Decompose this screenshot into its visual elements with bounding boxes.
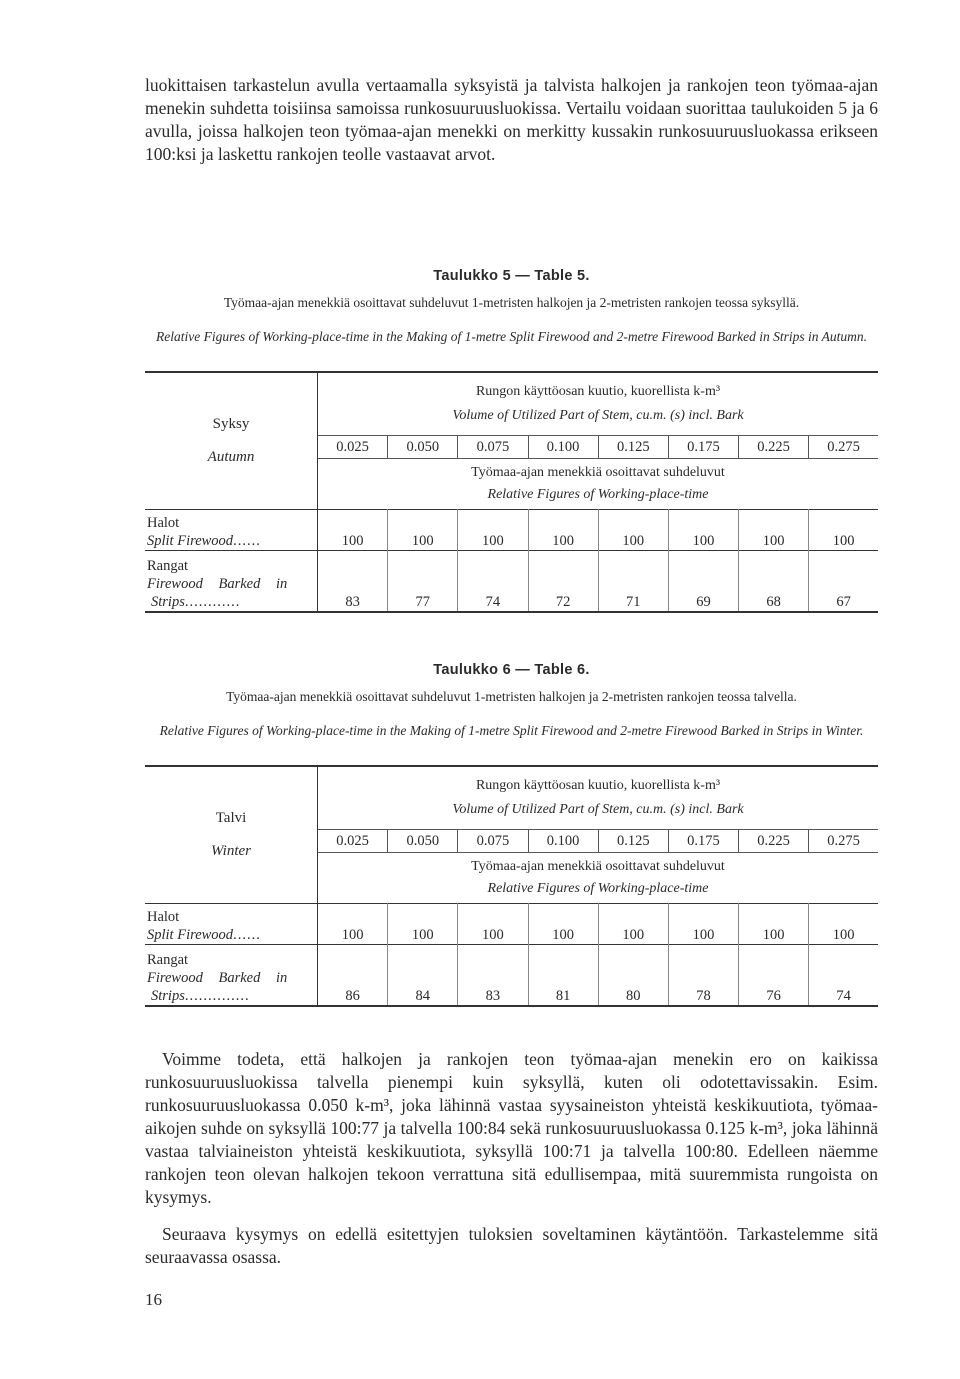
size-cell: 0.275 xyxy=(809,436,878,459)
value-cell: 100 xyxy=(668,904,738,945)
table5-row-firewood-barked xyxy=(145,551,878,613)
table5-season-header xyxy=(145,372,318,510)
value-cell: 83 xyxy=(318,551,388,613)
row-label xyxy=(145,551,318,613)
value-cell: 69 xyxy=(668,551,738,613)
value-cell: 76 xyxy=(739,945,809,1007)
table5-title: Taulukko 5 — Table 5. xyxy=(433,268,590,284)
table6 xyxy=(145,765,878,1007)
row-label-en: Strips xyxy=(151,594,185,610)
value-cell: 100 xyxy=(598,510,668,551)
size-cell: 0.175 xyxy=(668,436,738,459)
value-cell: 100 xyxy=(318,510,388,551)
size-cell: 0.025 xyxy=(318,436,388,459)
table5-head-fi: Rungon käyttöosan kuutio, kuorellista k-m³ xyxy=(475,384,721,399)
size-cell: 0.225 xyxy=(739,436,809,459)
table5-season-fi: Syksy xyxy=(212,416,250,432)
size-cell: 0.075 xyxy=(458,830,528,853)
value-cell: 100 xyxy=(739,904,809,945)
value-cell: 100 xyxy=(668,510,738,551)
leader-dots: ............ xyxy=(184,594,241,610)
table5-caption-en: Relative Figures of Working-place-time in the Making of 1-metre Split Firewood and 2-metre Firewood Barked in Strips in Autumn. xyxy=(155,329,867,344)
table6-row-split-firewood xyxy=(145,904,878,945)
table6-head-en: Volume of Utilized Part of Stem, cu.m. (s) incl. Bark xyxy=(452,802,744,817)
value-cell: 100 xyxy=(809,510,878,551)
value-cell: 100 xyxy=(388,904,458,945)
table5-sub-en: Relative Figures of Working-place-time xyxy=(487,487,709,502)
row-label xyxy=(145,510,318,551)
row-label xyxy=(145,904,318,945)
intro-paragraph: luokittaisen tarkastelun avulla vertaamalla syksyistä ja talvista halkojen ja rankojen teon työmaa-ajan menekin suhdetta toisiinsa samoissa runkosuuruusluokissa. Vertailu voidaan suorittaa taulukoiden 5 ja 6 avulla, joissa halkojen teon työmaa-ajan menekki on merkitty kussakin runkosuuruusluokassa erikseen 100:ksi ja laskettu rankojen teolle vastaavat arvot. xyxy=(145,75,878,164)
row-label-fi: Rangat xyxy=(147,558,189,574)
value-cell: 74 xyxy=(458,551,528,613)
table5-head-en: Volume of Utilized Part of Stem, cu.m. (s) incl. Bark xyxy=(452,408,744,423)
page-number: 16 xyxy=(145,1290,162,1309)
value-cell: 100 xyxy=(809,904,878,945)
table6-title: Taulukko 6 — Table 6. xyxy=(433,662,590,678)
value-cell: 83 xyxy=(458,945,528,1007)
next-paragraph: Seuraava kysymys on edellä esitettyjen tuloksien soveltaminen käytäntöön. Tarkastelemme sitä seuraavassa osassa. xyxy=(145,1224,878,1267)
table5-sub-fi: Työmaa-ajan menekkiä osoittavat suhdeluvut xyxy=(471,465,725,480)
conclusion-paragraph: Voimme todeta, että halkojen ja rankojen teon työmaa-ajan menekin ero on kaikissa runkosuuruusluokissa talvella pienempi kuin syksyllä, kuten oli odotettavissakin. Esim. runkosuuruusluokassa 0.050 k-m³, joka lähinnä vastaa syysaineiston yhteistä keskikuutiota, työmaa-aikojen suhde on syksyllä 100:77 ja talvella 100:84 sekä runkosuuruusluokassa 0.125 k-m³, joka lähinnä vastaa talviaineiston yhteistä keskikuutiota, syksyllä 100:71 ja talvella 100:80. Edelleen näemme rankojen teon olevan halkojen tekoon verrattuna sitä edullisempaa, mitä suuremmista rungoista on kysymys. xyxy=(145,1049,878,1207)
value-cell: 100 xyxy=(388,510,458,551)
value-cell: 74 xyxy=(809,945,878,1007)
row-label-en: Strips xyxy=(151,988,185,1004)
leader-dots: .............. xyxy=(184,988,250,1004)
value-cell: 100 xyxy=(318,904,388,945)
size-cell: 0.125 xyxy=(598,830,668,853)
table6-caption-en: Relative Figures of Working-place-time in the Making of 1-metre Split Firewood and 2-metre Firewood Barked in Strips in Winter. xyxy=(159,723,864,738)
size-cell: 0.100 xyxy=(528,436,598,459)
size-cell: 0.050 xyxy=(388,436,458,459)
value-cell: 84 xyxy=(388,945,458,1007)
table6-season-fi: Talvi xyxy=(215,810,247,826)
table6-season-en: Winter xyxy=(211,843,251,859)
value-cell: 100 xyxy=(739,510,809,551)
leader-dots: ...... xyxy=(233,927,261,943)
size-cell: 0.225 xyxy=(739,830,809,853)
value-cell: 67 xyxy=(809,551,878,613)
value-cell: 71 xyxy=(598,551,668,613)
table6-season-header xyxy=(145,766,318,904)
value-cell: 100 xyxy=(528,904,598,945)
value-cell: 81 xyxy=(528,945,598,1007)
value-cell: 77 xyxy=(388,551,458,613)
table5-caption-fi: Työmaa-ajan menekkiä osoittavat suhdeluvut 1-metristen halkojen ja 2-metristen rankojen teossa syksyllä. xyxy=(223,295,800,310)
table6-subheader xyxy=(318,853,879,904)
table5-season-en: Autumn xyxy=(207,449,255,465)
value-cell: 68 xyxy=(739,551,809,613)
value-cell: 78 xyxy=(668,945,738,1007)
row-label-en: Split Firewood xyxy=(147,927,234,943)
table6-caption-fi: Työmaa-ajan menekkiä osoittavat suhdeluvut 1-metristen halkojen ja 2-metristen rankojen teossa talvella. xyxy=(226,689,797,704)
value-cell: 80 xyxy=(598,945,668,1007)
size-cell: 0.025 xyxy=(318,830,388,853)
table5-row-split-firewood xyxy=(145,510,878,551)
table6-sub-fi: Työmaa-ajan menekkiä osoittavat suhdeluvut xyxy=(471,859,725,874)
table6-volume-header xyxy=(318,766,879,830)
value-cell: 100 xyxy=(598,904,668,945)
value-cell: 100 xyxy=(458,510,528,551)
table5-subheader xyxy=(318,459,879,510)
table5-volume-header xyxy=(318,372,879,436)
row-label xyxy=(145,945,318,1007)
table6-head-fi: Rungon käyttöosan kuutio, kuorellista k-m³ xyxy=(475,778,721,793)
table6-sub-en: Relative Figures of Working-place-time xyxy=(487,881,709,896)
size-cell: 0.125 xyxy=(598,436,668,459)
row-label-en: Firewood Barked in xyxy=(147,576,288,592)
row-label-fi: Halot xyxy=(147,515,180,531)
value-cell: 100 xyxy=(528,510,598,551)
size-cell: 0.175 xyxy=(668,830,738,853)
table6-row-firewood-barked xyxy=(145,945,878,1007)
value-cell: 72 xyxy=(528,551,598,613)
size-cell: 0.050 xyxy=(388,830,458,853)
size-cell: 0.100 xyxy=(528,830,598,853)
leader-dots: ...... xyxy=(233,533,261,549)
value-cell: 100 xyxy=(458,904,528,945)
row-label-fi: Halot xyxy=(147,909,180,925)
row-label-en: Firewood Barked in xyxy=(147,970,288,986)
size-cell: 0.275 xyxy=(809,830,878,853)
value-cell: 86 xyxy=(318,945,388,1007)
size-cell: 0.075 xyxy=(458,436,528,459)
row-label-en: Split Firewood xyxy=(147,533,234,549)
row-label-fi: Rangat xyxy=(147,952,189,968)
table5 xyxy=(145,371,878,613)
